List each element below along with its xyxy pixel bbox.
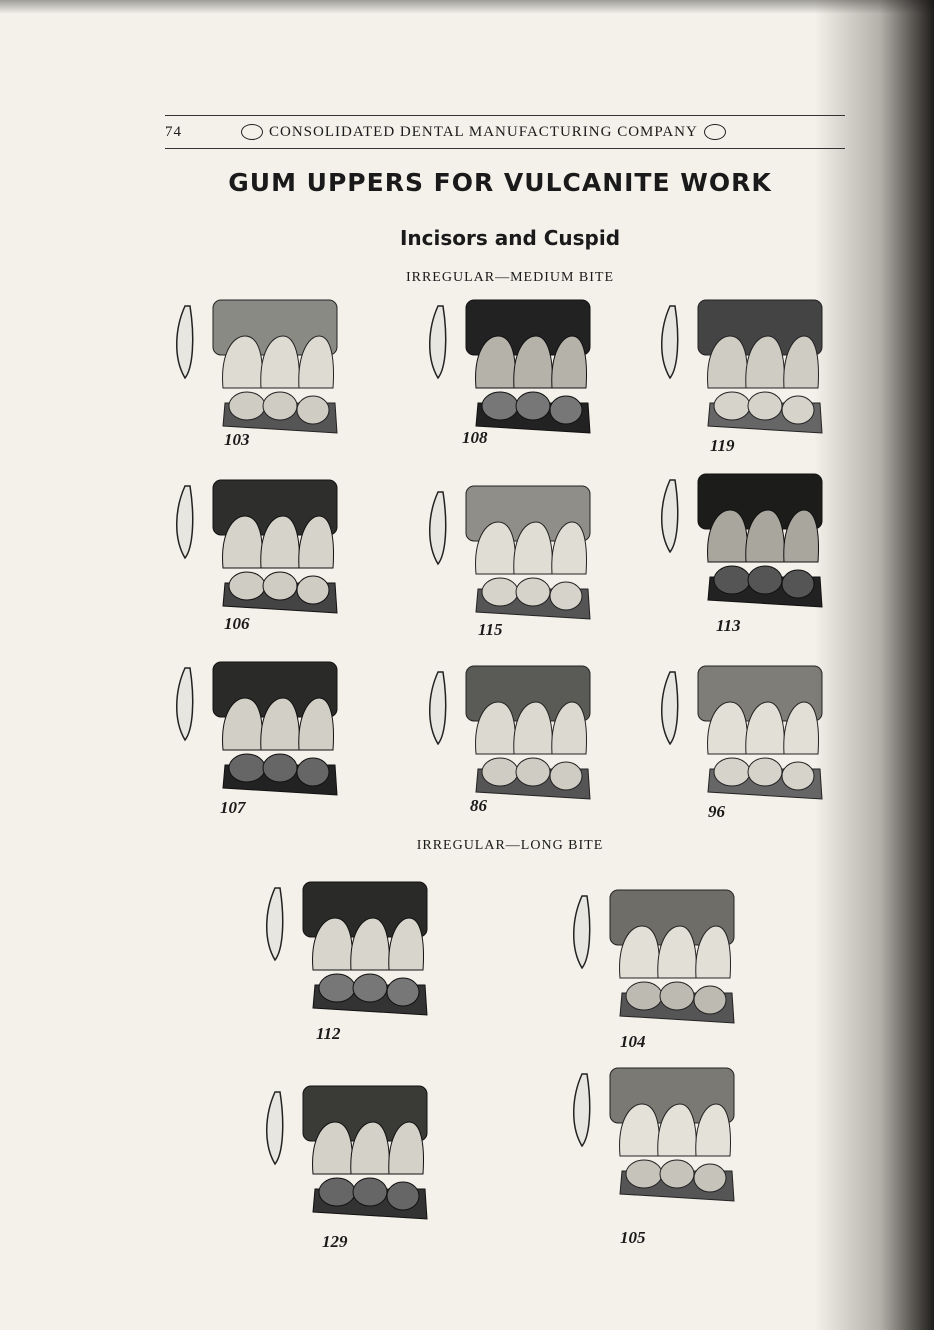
mould-number-108: 108 [462, 428, 488, 447]
tooth-mould-figure [650, 472, 830, 622]
cdm-logo-icon [704, 124, 726, 140]
header-rule-bottom [165, 148, 845, 149]
mould-number-96: 96 [708, 802, 725, 821]
tooth-mould-figure [418, 484, 598, 634]
mould-number-115: 115 [478, 620, 503, 639]
cdm-logo-icon [241, 124, 263, 140]
mould-number-107: 107 [220, 798, 246, 817]
mould-number-129: 129 [322, 1232, 348, 1251]
tooth-mould-figure [418, 298, 598, 448]
mould-number-106: 106 [224, 614, 250, 633]
section-heading-medium-bite: IRREGULAR—MEDIUM BITE [405, 270, 615, 285]
page-subtitle: Incisors and Cuspid [399, 226, 621, 250]
tooth-mould-figure [255, 1084, 435, 1234]
page-title: GUM UPPERS FOR VULCANITE WORK [228, 168, 772, 197]
mould-number-119: 119 [710, 436, 735, 455]
tooth-mould-figure [165, 478, 345, 628]
mould-number-86: 86 [470, 796, 487, 815]
section-heading-long-bite: IRREGULAR—LONG BITE [416, 838, 604, 853]
company-name: CONSOLIDATED DENTAL MANUFACTURING COMPANY [269, 123, 698, 140]
mould-number-113: 113 [716, 616, 741, 635]
tooth-mould-figure [562, 888, 742, 1038]
page-gutter-shadow [814, 0, 934, 1330]
mould-number-103: 103 [224, 430, 250, 449]
tooth-mould-figure [255, 880, 435, 1030]
running-header [165, 120, 845, 144]
mould-number-105: 105 [620, 1228, 646, 1247]
mould-number-112: 112 [316, 1024, 341, 1043]
tooth-mould-figure [562, 1066, 742, 1216]
tooth-mould-figure [650, 298, 830, 448]
tooth-mould-figure [418, 664, 598, 814]
page-number: 74 [165, 123, 182, 140]
tooth-mould-figure [165, 298, 345, 448]
page-edge-shadow [0, 0, 934, 14]
mould-number-104: 104 [620, 1032, 646, 1051]
tooth-mould-figure [165, 660, 345, 810]
tooth-mould-figure [650, 664, 830, 814]
header-rule-top [165, 115, 845, 116]
